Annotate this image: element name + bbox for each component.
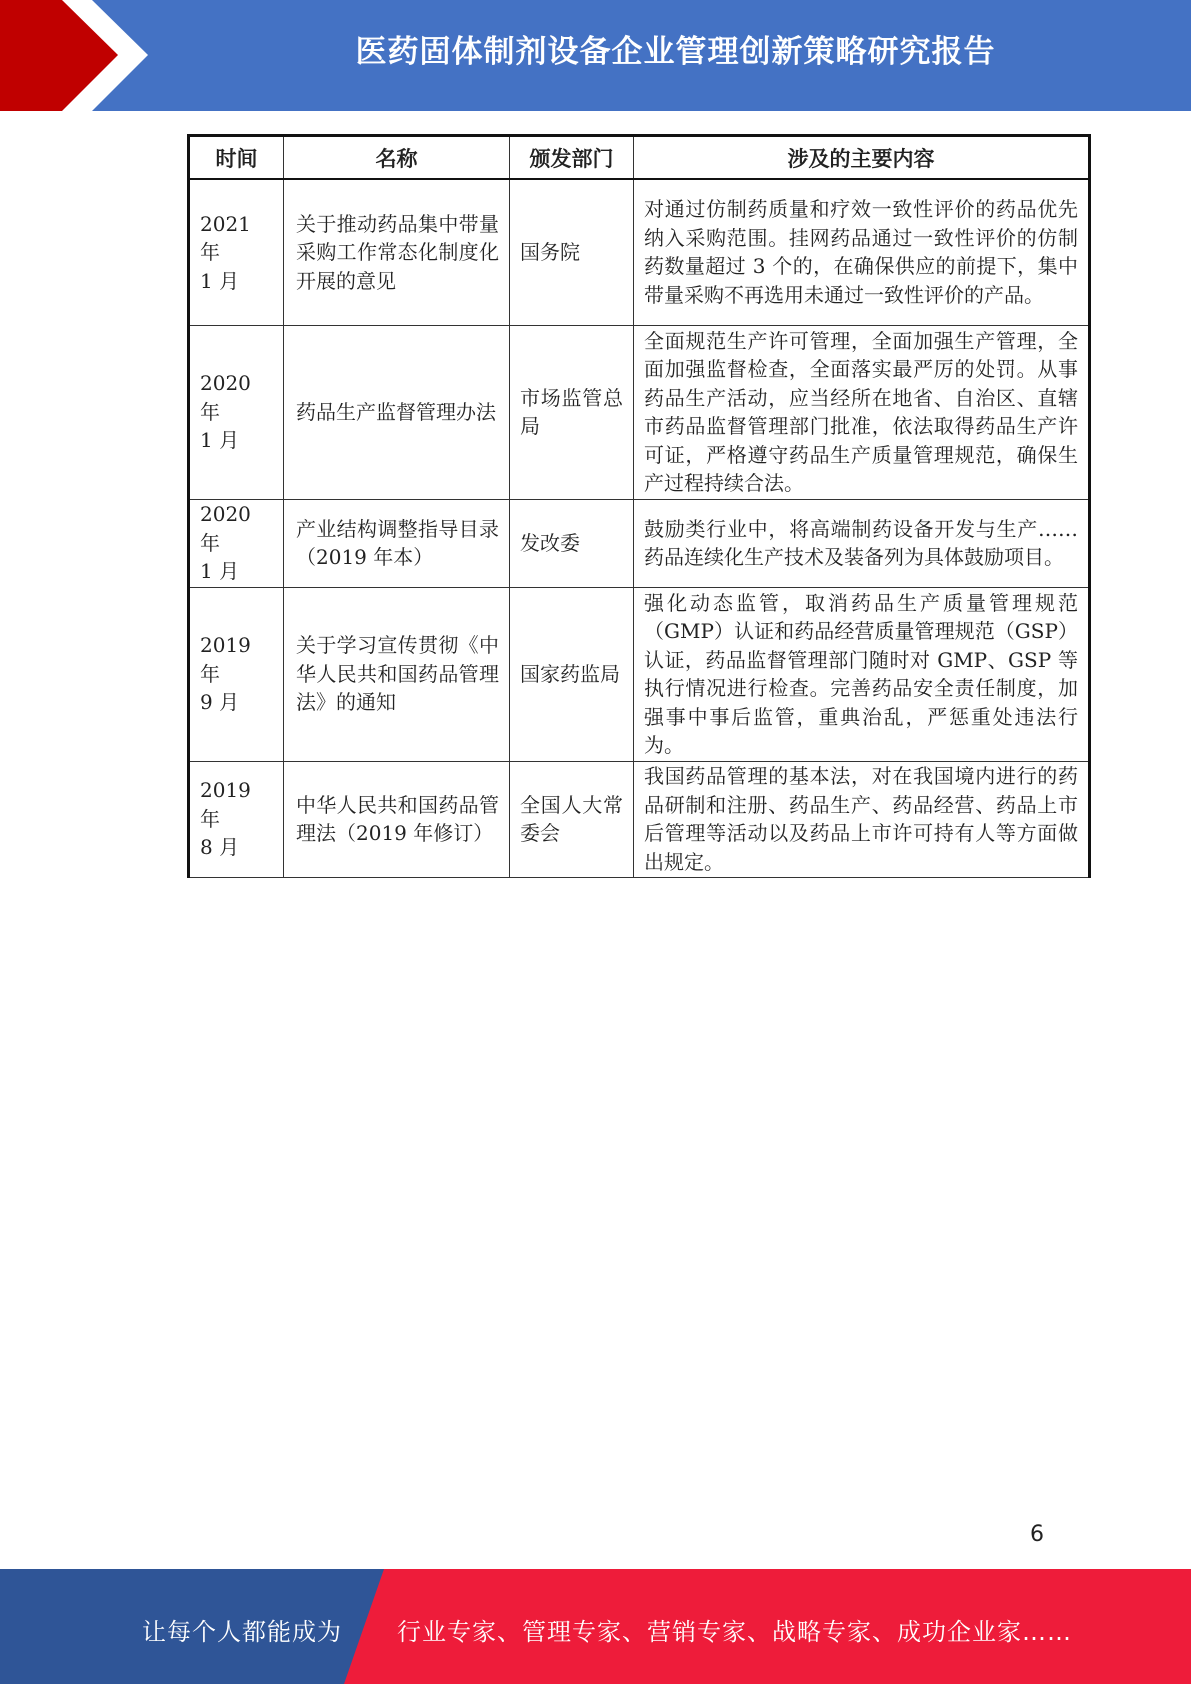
table-row	[189, 499, 1090, 587]
cell-content: 我国药品管理的基本法，对在我国境内进行的药品研制和注册、药品生产、药品经营、药品上市后管理等活动以及药品上市许可持有人等方面做出规定。	[634, 761, 1090, 877]
cell-time: 2020 年 1 月	[189, 499, 284, 587]
policy-table	[187, 134, 1091, 878]
cell-time: 2019 年 9 月	[189, 587, 284, 761]
cell-dept: 全国人大常委会	[510, 761, 634, 877]
column-header-dept: 颁发部门	[510, 136, 634, 180]
document-title: 医药固体制剂设备企业管理创新策略研究报告	[355, 34, 996, 70]
cell-name: 中华人民共和国药品管理法（2019 年修订）	[284, 761, 510, 877]
arrow-chevron-icon	[0, 0, 160, 111]
cell-name: 关于学习宣传贯彻《中华人民共和国药品管理法》的通知	[284, 587, 510, 761]
column-header-time: 时间	[189, 136, 284, 180]
column-header-name: 名称	[284, 136, 510, 180]
header-banner	[0, 0, 1191, 111]
footer-slogan-left: 让每个人都能成为	[142, 1618, 342, 1646]
cell-content: 鼓励类行业中，将高端制药设备开发与生产……药品连续化生产技术及装备列为具体鼓励项目。	[634, 499, 1090, 587]
cell-dept: 市场监管总局	[510, 325, 634, 499]
cell-name: 产业结构调整指导目录（2019 年本）	[284, 499, 510, 587]
cell-time: 2019 年 8 月	[189, 761, 284, 877]
table-row	[189, 325, 1090, 499]
cell-time: 2021 年 1 月	[189, 179, 284, 325]
cell-content: 对通过仿制药质量和疗效一致性评价的药品优先纳入采购范围。挂网药品通过一致性评价的仿制药数量超过 3 个的，在确保供应的前提下，集中带量采购不再选用未通过一致性评价的产品。	[634, 179, 1090, 325]
cell-content: 全面规范生产许可管理，全面加强生产管理，全面加强监督检查，全面落实最严厉的处罚。从事药品生产活动，应当经所在地省、自治区、直辖市药品监督管理部门批准，依法取得药品生产许可证，严格遵守药品生产质量管理规范，确保生产过程持续合法。	[634, 325, 1090, 499]
cell-dept: 国家药监局	[510, 587, 634, 761]
column-header-content: 涉及的主要内容	[634, 136, 1090, 180]
page-number: 6	[1030, 1522, 1044, 1547]
table-header-row	[189, 136, 1090, 180]
policy-table-container	[187, 134, 1088, 878]
cell-dept: 发改委	[510, 499, 634, 587]
table-row	[189, 179, 1090, 325]
footer-banner	[0, 1569, 1191, 1684]
footer-slogan-right: 行业专家、管理专家、营销专家、战略专家、成功企业家……	[397, 1618, 1072, 1646]
cell-name: 药品生产监督管理办法	[284, 325, 510, 499]
table-row	[189, 587, 1090, 761]
cell-content: 强化动态监管，取消药品生产质量管理规范（GMP）认证和药品经营质量管理规范（GSP）认证，药品监督管理部门随时对 GMP、GSP 等执行情况进行检查。完善药品安全责任制度，加强事中事后监管，重典治乱，严惩重处违法行为。	[634, 587, 1090, 761]
cell-dept: 国务院	[510, 179, 634, 325]
table-row	[189, 761, 1090, 877]
cell-name: 关于推动药品集中带量采购工作常态化制度化开展的意见	[284, 179, 510, 325]
cell-time: 2020 年 1 月	[189, 325, 284, 499]
